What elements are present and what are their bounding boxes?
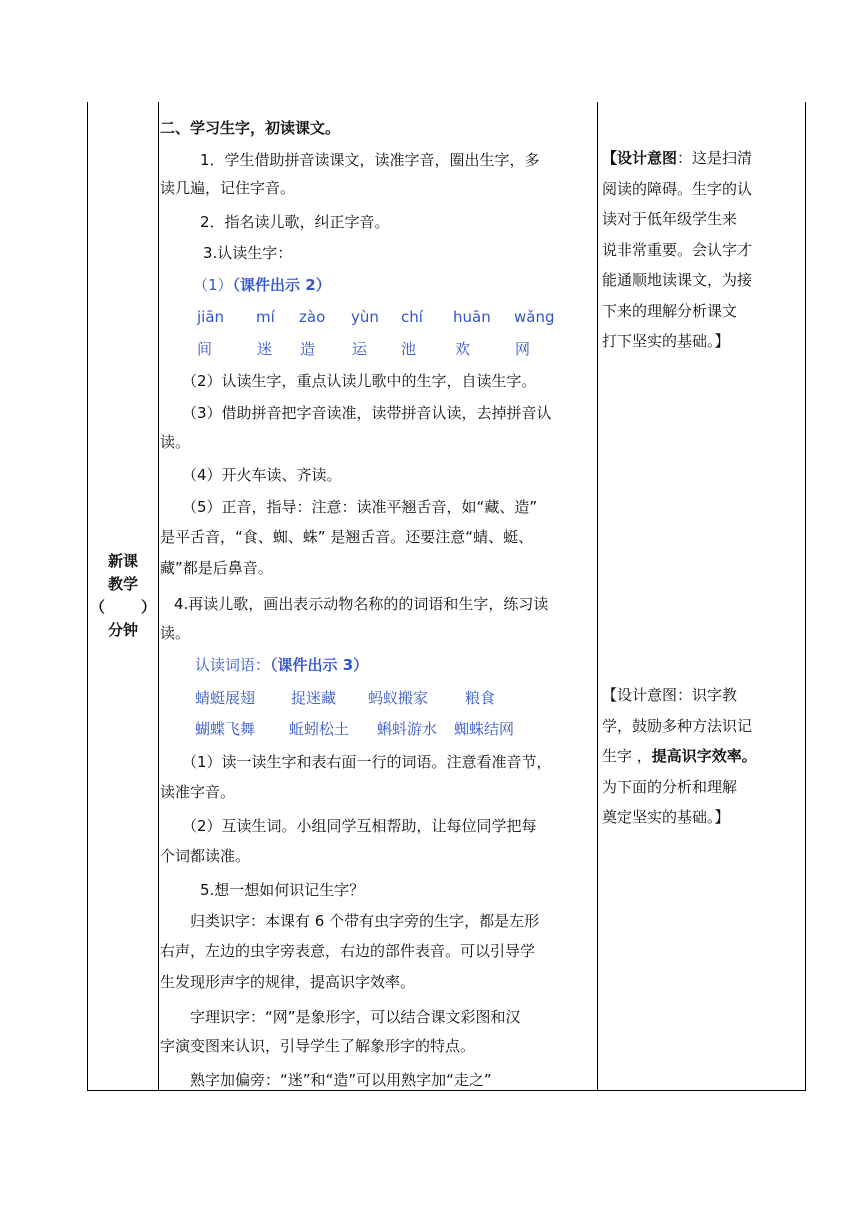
categorize-line3: 生发现形声字的规律，提高识字效率。 bbox=[160, 973, 416, 991]
design2-line: 为下面的分析和理解 bbox=[602, 777, 738, 796]
pinyin-item: mí bbox=[256, 308, 275, 326]
section-label-line4: 分钟 bbox=[107, 621, 138, 639]
sub5-line2: 是平舌音，“食、蜘、蛛” 是翘舌音。还要注意“蜻、蜓、 bbox=[160, 528, 534, 546]
hanzi-item: 造 bbox=[300, 340, 316, 358]
design1-line1: 【设计意图：这是扫清 bbox=[602, 149, 753, 167]
word-item: 捉迷藏 bbox=[291, 689, 337, 707]
table-divider-2 bbox=[597, 102, 598, 1091]
pinyin-item: wǎng bbox=[514, 308, 555, 326]
design2-line: 奠定坚实的基础。】 bbox=[602, 808, 730, 826]
logic-line1: 字理识字：“网”是象形字，可以结合课文彩图和汉 bbox=[190, 1008, 521, 1026]
word-item: 蜻蜓展翅 bbox=[195, 689, 256, 707]
design2-line: 【设计意图：识字教 bbox=[602, 686, 738, 704]
step4-line1: 4.再读儿歌，画出表示动物名称的的词语和生字，练习读 bbox=[174, 595, 549, 613]
table-border-right bbox=[805, 102, 806, 1091]
design1-line: 能通顺地读课文，为接 bbox=[602, 271, 753, 289]
section-label-line1: 新课 bbox=[107, 552, 138, 570]
design2-line: 学，鼓励多种方法识记 bbox=[602, 716, 753, 735]
sub2: （2）认读生字，重点认读儿歌中的生字，自读生字。 bbox=[182, 372, 537, 390]
words-label: 认读词语：（课件出示 3） bbox=[195, 656, 369, 674]
section-heading: 二、学习生字，初读课文。 bbox=[160, 119, 341, 137]
step2: 2．指名读儿歌，纠正字音。 bbox=[200, 213, 390, 231]
hanzi-item: 欢 bbox=[455, 340, 471, 358]
step1-line2: 读几遍，记住字音。 bbox=[160, 179, 296, 197]
step1-line1: 1．学生借助拼音读课文，读准字音，圈出生字，多 bbox=[200, 151, 540, 169]
courseware-2: （1）（课件出示 2） bbox=[193, 276, 331, 294]
step5: 5.想一想如何识记生字？ bbox=[200, 881, 365, 899]
read2-line1: （2）互读生词。小组同学互相帮助，让每位同学把每 bbox=[182, 817, 537, 835]
step3: 3.认读生字： bbox=[203, 244, 293, 262]
table-divider-1 bbox=[158, 102, 159, 1091]
read2-line2: 个词都读准。 bbox=[160, 847, 251, 865]
design-intent-1 bbox=[602, 143, 802, 357]
design1-line: 读对于低年级学生来 bbox=[602, 210, 738, 228]
pinyin-item: jiān bbox=[197, 308, 225, 326]
logic-line2: 字演变图来认识，引导学生了解象形字的特点。 bbox=[160, 1037, 476, 1055]
sub5-line1: （5）正音，指导：注意：读准平翘舌音，如“藏、造” bbox=[182, 498, 538, 516]
word-item: 粮食 bbox=[465, 689, 496, 707]
categorize-line2: 右声，左边的虫字旁表意，右边的部件表音。可以引导学 bbox=[160, 942, 536, 960]
sub3-line2: 读。 bbox=[160, 433, 191, 451]
design1-line: 阅读的障碍。生字的认 bbox=[602, 179, 753, 198]
read1-line2: 读准字音。 bbox=[160, 783, 236, 801]
design2-line3: 生字 ，提高识字效率。 bbox=[602, 747, 757, 765]
design-intent-2 bbox=[602, 680, 802, 833]
hanzi-item: 间 bbox=[197, 340, 213, 358]
pinyin-item: chí bbox=[401, 308, 423, 326]
word-item: 蝴蝶飞舞 bbox=[195, 720, 256, 738]
pinyin-item: zào bbox=[299, 308, 326, 326]
pinyin-item: huān bbox=[453, 308, 491, 326]
design1-line: 打下坚实的基础。】 bbox=[602, 332, 730, 350]
design1-line: 说非常重要。会认字才 bbox=[602, 240, 753, 259]
pinyin-item: yùn bbox=[351, 308, 379, 326]
hanzi-item: 网 bbox=[515, 340, 531, 358]
step4-line2: 读。 bbox=[160, 624, 191, 642]
word-item: 蚂蚁搬家 bbox=[368, 689, 429, 707]
radical-line1: 熟字加偏旁：“迷”和“造”可以用熟字加“走之” bbox=[190, 1071, 492, 1089]
sub3-line1: （3）借助拼音把字音读准，读带拼音认读，去掉拼音认 bbox=[182, 404, 552, 422]
section-label bbox=[88, 550, 158, 642]
sub4: （4）开火车读、齐读。 bbox=[182, 466, 342, 484]
word-item: 蚯蚓松土 bbox=[289, 720, 350, 738]
word-item: 蜘蛛结网 bbox=[454, 720, 515, 738]
categorize-line1: 归类识字：本课有 6 个带有虫字旁的生字，都是左形 bbox=[190, 912, 540, 930]
hanzi-item: 运 bbox=[352, 340, 368, 358]
hanzi-item: 迷 bbox=[257, 340, 273, 358]
minutes-paren: （ ） bbox=[90, 598, 156, 616]
word-item: 蝌蚪游水 bbox=[377, 720, 438, 738]
design1-line: 下来的理解分析课文 bbox=[602, 301, 738, 320]
hanzi-item: 池 bbox=[401, 340, 417, 358]
section-label-line2: 教学 bbox=[107, 575, 138, 593]
read1-line1: （1）读一读生字和表右面一行的词语。注意看准音节， bbox=[182, 753, 552, 771]
sub5-line3: 藏”都是后鼻音。 bbox=[160, 559, 273, 577]
